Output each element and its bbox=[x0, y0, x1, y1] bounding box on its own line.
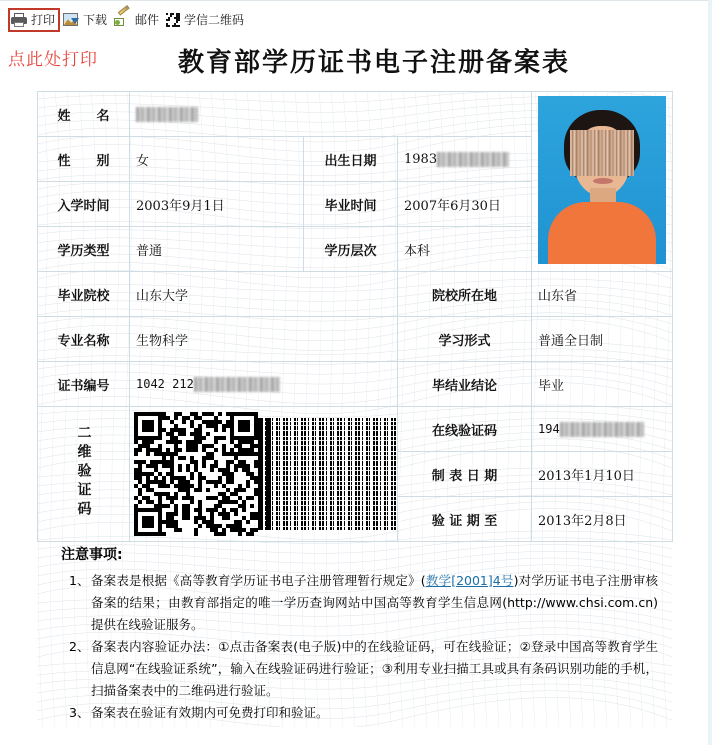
graduate-value: 2007年6月30日 bbox=[398, 182, 532, 227]
online-code-value[interactable]: 194 bbox=[532, 407, 673, 452]
note-item bbox=[69, 702, 658, 724]
edu-type-value: 普通 bbox=[130, 227, 304, 272]
table-row bbox=[38, 272, 673, 317]
photo-cell bbox=[532, 92, 673, 272]
made-date-label: 制 表 日 期 bbox=[398, 452, 532, 497]
barcode-image bbox=[258, 418, 397, 530]
table-row bbox=[38, 317, 673, 362]
printer-icon bbox=[10, 12, 28, 28]
edu-type-label: 学历类型 bbox=[38, 227, 130, 272]
note-text: 备案表内容验证办法：①点击备案表(电子版)中的在线验证码，可在线验证；②登录中国高等教育学生信息网“在线验证系统”，输入在线验证码进行验证；③利用专业扫描工具或具有条码识别功能的手机，扫描备案表中的二维码进行验证。 bbox=[91, 639, 658, 698]
online-code-label: 在线验证码 bbox=[398, 407, 532, 452]
school-location-label: 院校所在地 bbox=[398, 272, 532, 317]
mail-pencil-icon bbox=[114, 12, 132, 28]
graduate-label: 毕业时间 bbox=[304, 182, 398, 227]
study-form-label: 学习形式 bbox=[398, 317, 532, 362]
valid-until-label: 验 证 期 至 bbox=[398, 497, 532, 542]
note-number: 1、 bbox=[69, 573, 90, 588]
chsi-qrcode-button[interactable] bbox=[164, 8, 249, 32]
major-label: 专业名称 bbox=[38, 317, 130, 362]
qr-code-icon bbox=[166, 13, 181, 28]
name-label: 姓 名 bbox=[38, 92, 130, 137]
valid-until-value: 2013年2月8日 bbox=[532, 497, 673, 542]
certificate-table bbox=[37, 91, 673, 542]
conclusion-value: 毕业 bbox=[532, 362, 673, 407]
conclusion-label: 毕结业结论 bbox=[398, 362, 532, 407]
edu-level-label: 学历层次 bbox=[304, 227, 398, 272]
school-label: 毕业院校 bbox=[38, 272, 130, 317]
qr-label: 二维验证码 bbox=[38, 407, 130, 542]
study-form-value: 普通全日制 bbox=[532, 317, 673, 362]
email-button[interactable] bbox=[112, 8, 164, 32]
gender-label: 性 别 bbox=[38, 137, 130, 182]
gender-value: 女 bbox=[130, 137, 304, 182]
note-text: 备案表在验证有效期内可免费打印和验证。 bbox=[91, 705, 329, 720]
email-button-label: 邮件 bbox=[135, 13, 160, 27]
image-download-icon bbox=[62, 12, 80, 28]
toolbar bbox=[0, 0, 712, 38]
table-row bbox=[38, 92, 673, 137]
school-location-value: 山东省 bbox=[532, 272, 673, 317]
qr-code-image bbox=[134, 412, 250, 536]
redaction-block bbox=[136, 107, 198, 122]
enroll-label: 入学时间 bbox=[38, 182, 130, 227]
enroll-value: 2003年9月1日 bbox=[130, 182, 304, 227]
note-number: 2、 bbox=[69, 639, 90, 654]
name-value bbox=[130, 92, 532, 137]
cert-no-label: 证书编号 bbox=[38, 362, 130, 407]
table-row bbox=[38, 362, 673, 407]
note-number: 3、 bbox=[69, 705, 90, 720]
note-text: 备案表是根据《高等教育学历证书电子注册管理暂行规定》(教学[2001]4号)对学历证书电子注册审核备案的结果；由教育部指定的唯一学历查询网站中国高等教育学生信息网(http://www.chsi.com.cn)提供在线验证服务。 bbox=[91, 573, 658, 632]
print-hint-text: 点此处打印 bbox=[8, 50, 98, 70]
birth-label: 出生日期 bbox=[304, 137, 398, 182]
birth-value: 1983 bbox=[398, 137, 532, 182]
download-button[interactable] bbox=[60, 8, 112, 32]
school-value: 山东大学 bbox=[130, 272, 398, 317]
note-link[interactable]: 教学[2001]4号 bbox=[425, 573, 514, 588]
verification-codes-cell bbox=[130, 407, 398, 542]
table-row bbox=[38, 407, 673, 452]
cert-no-value: 1042 212 bbox=[130, 362, 398, 407]
page-right-edge bbox=[708, 0, 712, 745]
notes-title: 注意事项: bbox=[61, 547, 123, 563]
print-button[interactable] bbox=[8, 8, 60, 32]
print-button-label: 打印 bbox=[31, 13, 56, 27]
page-title: 教育部学历证书电子注册备案表 bbox=[177, 48, 570, 78]
note-item bbox=[69, 570, 658, 636]
major-value: 生物科学 bbox=[130, 317, 398, 362]
note-item bbox=[69, 636, 658, 702]
made-date-value: 2013年1月10日 bbox=[532, 452, 673, 497]
notes-section bbox=[37, 536, 672, 730]
edu-level-value: 本科 bbox=[398, 227, 532, 272]
download-button-label: 下载 bbox=[83, 13, 108, 27]
id-photo bbox=[538, 96, 666, 264]
chsi-qrcode-button-label: 学信二维码 bbox=[184, 13, 245, 27]
